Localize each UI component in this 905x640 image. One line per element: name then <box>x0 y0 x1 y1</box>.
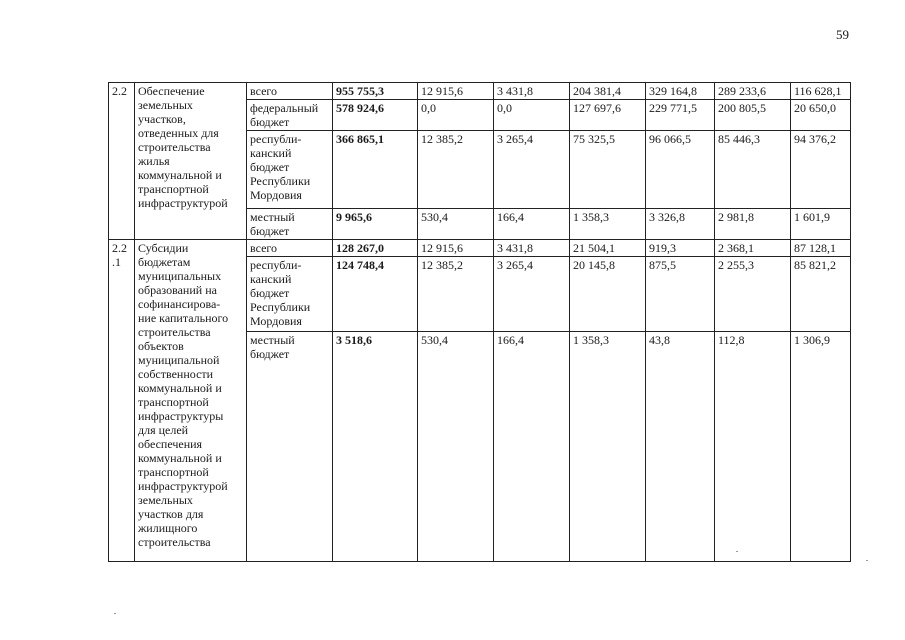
year-value: 1 358,3 <box>570 332 646 562</box>
year-value: 2 981,8 <box>715 209 791 240</box>
year-value: 112,8 <box>715 332 791 562</box>
total-value: 578 924,6 <box>333 100 418 131</box>
row-code: 2.2 .1 <box>109 240 135 562</box>
year-value: 200 805,5 <box>715 100 791 131</box>
row-name: Субсидии бюджетам муниципальных образований на софинансирова- ние капитального строительства объектов муниципальной собственности коммунальной и транспортной инфраструктуры для целей обеспечения коммунальной и транспортной инфраструктурой земельных участков для жилищного строительства <box>135 240 247 562</box>
funding-source: всего <box>247 83 333 100</box>
funding-source: республи- канский бюджет Республики Мордовия <box>247 257 333 332</box>
table-row <box>109 240 851 257</box>
funding-source: местный бюджет <box>247 209 333 240</box>
year-value: 3 265,4 <box>494 257 570 332</box>
year-value: 12 385,2 <box>418 131 494 209</box>
year-value: 2 255,3 <box>715 257 791 332</box>
year-value: 1 358,3 <box>570 209 646 240</box>
year-value: 289 233,6 <box>715 83 791 100</box>
year-value: 1 306,9 <box>791 332 851 562</box>
year-value: 204 381,4 <box>570 83 646 100</box>
year-value: 2 368,1 <box>715 240 791 257</box>
funding-source: всего <box>247 240 333 257</box>
year-value: 20 145,8 <box>570 257 646 332</box>
year-value: 87 128,1 <box>791 240 851 257</box>
total-value: 3 518,6 <box>333 332 418 562</box>
page-number: 59 <box>836 27 849 42</box>
funding-source: федеральный бюджет <box>247 100 333 131</box>
year-value: 0,0 <box>418 100 494 131</box>
row-name: Обеспечение земельных участков, отведенных для строительства жилья коммунальной и транспортной инфраструктурой <box>135 83 247 240</box>
year-value: 3 431,8 <box>494 240 570 257</box>
year-value: 75 325,5 <box>570 131 646 209</box>
year-value: 3 265,4 <box>494 131 570 209</box>
year-value: 3 326,8 <box>646 209 715 240</box>
year-value: 20 650,0 <box>791 100 851 131</box>
year-value: 919,3 <box>646 240 715 257</box>
year-value: 21 504,1 <box>570 240 646 257</box>
year-value: 166,4 <box>494 332 570 562</box>
year-value: 12 915,6 <box>418 83 494 100</box>
row-code: 2.2 <box>109 83 135 240</box>
year-value: 12 915,6 <box>418 240 494 257</box>
year-value: 85 821,2 <box>791 257 851 332</box>
year-value: 12 385,2 <box>418 257 494 332</box>
year-value: 127 697,6 <box>570 100 646 131</box>
year-value: 1 601,9 <box>791 209 851 240</box>
total-value: 124 748,4 <box>333 257 418 332</box>
total-value: 9 965,6 <box>333 209 418 240</box>
year-value: 166,4 <box>494 209 570 240</box>
budget-table <box>108 82 851 562</box>
year-value: 3 431,8 <box>494 83 570 100</box>
year-value: 85 446,3 <box>715 131 791 209</box>
year-value: 0,0 <box>494 100 570 131</box>
total-value: 128 267,0 <box>333 240 418 257</box>
year-value: 329 164,8 <box>646 83 715 100</box>
funding-source: местный бюджет <box>247 332 333 562</box>
funding-source: республи- канский бюджет Республики Мордовия <box>247 131 333 209</box>
total-value: 955 755,3 <box>333 83 418 100</box>
total-value: 366 865,1 <box>333 131 418 209</box>
year-value: 94 376,2 <box>791 131 851 209</box>
year-value: 43,8 <box>646 332 715 562</box>
scan-speck <box>114 613 116 614</box>
scan-speck <box>866 560 868 561</box>
year-value: 116 628,1 <box>791 83 851 100</box>
year-value: 530,4 <box>418 209 494 240</box>
year-value: 875,5 <box>646 257 715 332</box>
scan-speck <box>736 551 738 552</box>
year-value: 229 771,5 <box>646 100 715 131</box>
year-value: 530,4 <box>418 332 494 562</box>
table-row <box>109 83 851 100</box>
year-value: 96 066,5 <box>646 131 715 209</box>
